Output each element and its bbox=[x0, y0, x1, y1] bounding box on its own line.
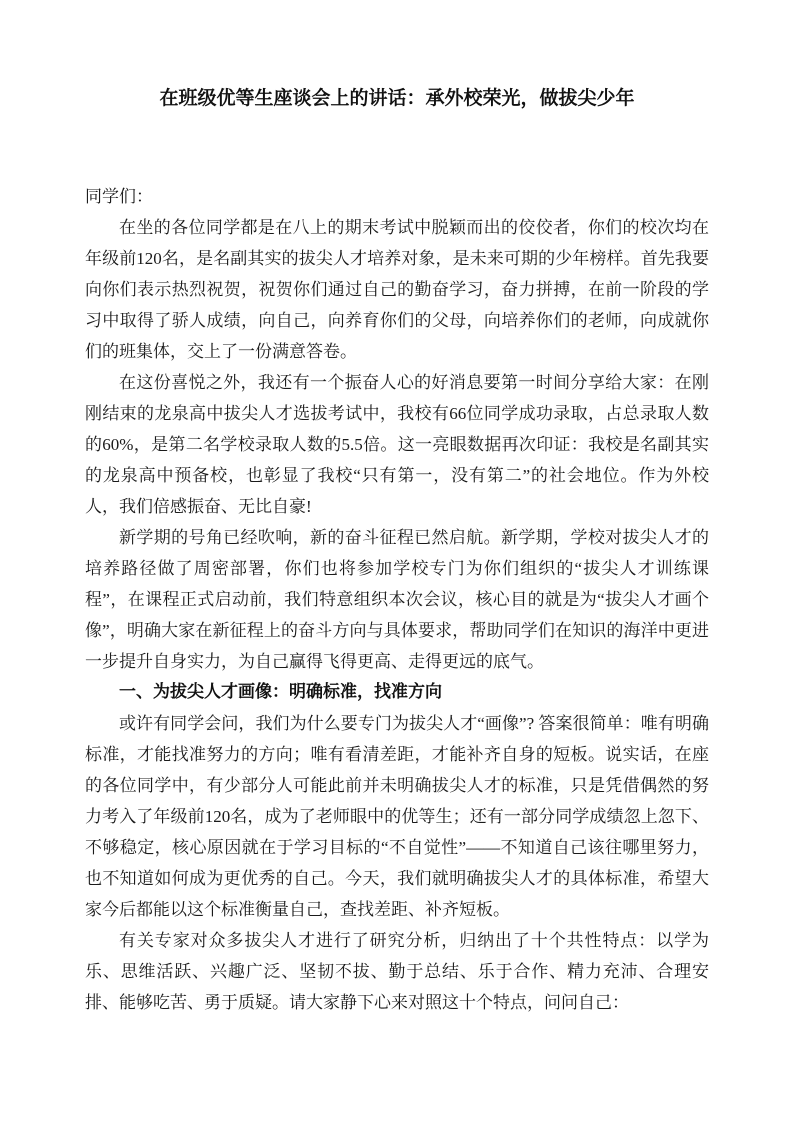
document-title: 在班级优等生座谈会上的讲话：承外校荣光，做拔尖少年 bbox=[159, 88, 635, 109]
paragraph-5: 有关专家对众多拔尖人才进行了研究分析，归纳出了十个共性特点：以学为乐、思维活跃、兴趣广泛、坚韧不拔、勤于总结、乐于合作、精力充沛、合理安排、能够吃苦、勇于质疑。请大家静下心来对照这十个特点，问问自己： bbox=[85, 931, 709, 1012]
paragraph-1: 在坐的各位同学都是在八上的期末考试中脱颖而出的佼佼者，你们的校次均在年级前120名，是名副其实的拔尖人才培养对象，是未来可期的少年榜样。首先我要向你们表示热烈祝贺，祝贺你们通过自己的勤奋学习，奋力拼搏，在前一阶段的学习中取得了骄人成绩，向自己，向养育你们的父母，向培养你们的老师，向成就你们的班集体，交上了一份满意答卷。 bbox=[85, 218, 709, 361]
paragraph-2: 在这份喜悦之外，我还有一个振奋人心的好消息要第一时间分享给大家：在刚刚结束的龙泉高中拔尖人才选拔考试中，我校有66位同学成功录取，占总录取人数的60%，是第二名学校录取人数的5.5倍。这一亮眼数据再次印证：我校是名副其实的龙泉高中预备校，也彰显了我校“只有第一，没有第二”的社会地位。作为外校人，我们倍感振奋、无比自豪! bbox=[85, 373, 709, 516]
paragraph-3: 新学期的号角已经吹响，新的奋斗征程已然启航。新学期，学校对拔尖人才的培养路径做了周密部署，你们也将参加学校专门为你们组织的“拔尖人才训练课程”，在课程正式启动前，我们特意组织本次会议，核心目的就是为“拔尖人才画个像”，明确大家在新征程上的奋斗方向与具体要求，帮助同学们在知识的海洋中更进一步提升自身实力，为自己赢得飞得更高、走得更远的底气。 bbox=[85, 528, 709, 671]
document-body bbox=[85, 181, 709, 1018]
salutation: 同学们： bbox=[85, 187, 153, 206]
paragraph-4: 或许有同学会问，我们为什么要专门为拔尖人才“画像”? 答案很简单：唯有明确标准，才能找准努力的方向；唯有看清差距，才能补齐自身的短板。说实话，在座的各位同学中，有少部分人可能此前并未明确拔尖人才的标准，只是凭借偶然的努力考入了年级前120名，成为了老师眼中的优等生；还有一部分同学成绩忽上忽下、不够稳定，核心原因就在于学习目标的“不自觉性”——不知道自己该往哪里努力，也不知道如何成为更优秀的自己。今天，我们就明确拔尖人才的具体标准，希望大家今后都能以这个标准衡量自己，查找差距、补齐短板。 bbox=[85, 714, 709, 919]
section-heading-1: 一、为拔尖人才画像：明确标准，找准方向 bbox=[119, 682, 442, 702]
